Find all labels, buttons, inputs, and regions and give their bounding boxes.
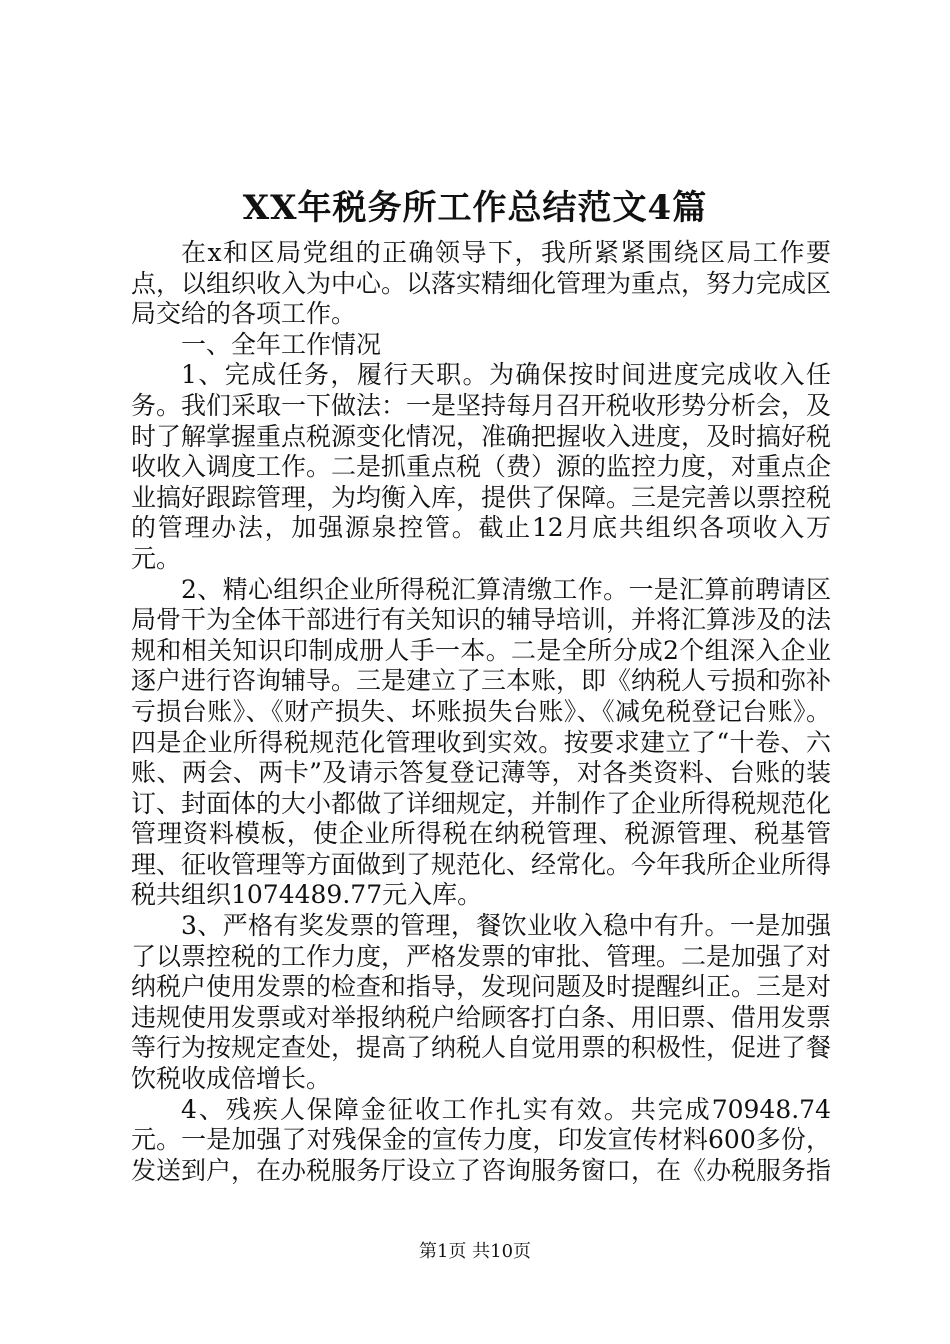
paragraph-item-3: 3、严格有奖发票的管理，餐饮业收入稳中有升。一是加强了以票控税的工作力度，严格发票的审批、管理。二是加强了对纳税户使用发票的检查和指导，发现问题及时提醒纠正。三是对违规使用发票或对举报纳税户给顾客打白条、用旧票、借用发票等行为按规定查处，提高了纳税人自觉用票的积极性，促进了餐饮税收成倍增长。 bbox=[131, 911, 832, 1094]
section-heading: 一、全年工作情况 bbox=[181, 329, 382, 359]
paragraph-item-4: 4、残疾人保障金征收工作扎实有效。共完成70948.74元。一是加强了对残保金的宣传力度，印发宣传材料600多份，发送到户，在办税服务厅设立了咨询服务窗口，在《办税服务指 bbox=[131, 1094, 832, 1185]
paragraph-item-1: 1、完成任务，履行天职。为确保按时间进度完成收入任务。我们采取一下做法：一是坚持每月召开税收形势分析会，及时了解掌握重点税源变化情况，准确把握收入进度，及时搞好税收收入调度工作。二是抓重点税（费）源的监控力度，对重点企业搞好跟踪管理，为均衡入库，提供了保障。三是完善以票控税的管理办法，加强源泉控管。截止12月底共组织各项收入万元。 bbox=[131, 360, 832, 573]
document-body bbox=[131, 238, 831, 1186]
paragraph-intro: 在x和区局党组的正确领导下，我所紧紧围绕区局工作要点，以组织收入为中心。以落实精细化管理为重点，努力完成区局交给的各项工作。 bbox=[131, 238, 832, 329]
document-title: XX年税务所工作总结范文4篇 bbox=[242, 188, 708, 228]
paragraph-item-2: 2、精心组织企业所得税汇算清缴工作。一是汇算前聘请区局骨干为全体干部进行有关知识的辅导培训，并将汇算涉及的法规和相关知识印制成册人手一本。二是全所分成2个组深入企业逐户进行咨询辅导。三是建立了三本账，即《纳税人亏损和弥补亏损台账》、《财产损失、坏账损失台账》、《减免税登记台账》。四是企业所得税规范化管理收到实效。按要求建立了“十卷、六账、两会、两卡”及请示答复登记薄等，对各类资料、台账的装订、封面体的大小都做了详细规定，并制作了企业所得税规范化管理资料模板，使企业所得税在纳税管理、税源管理、税基管理、征收管理等方面做到了规范化、经常化。今年我所企业所得税共组织1074489.77元入库。 bbox=[131, 574, 832, 910]
page-number-footer: 第1页 共10页 bbox=[418, 1241, 532, 1262]
